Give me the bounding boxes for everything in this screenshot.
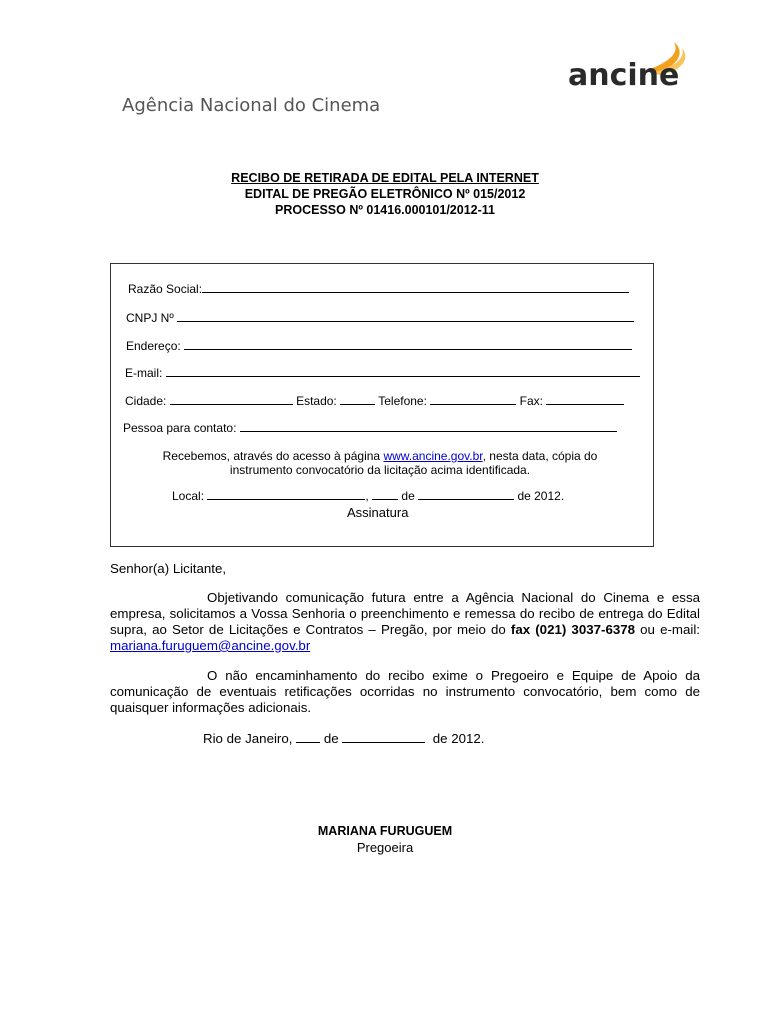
document-title: RECIBO DE RETIRADA DE EDITAL PELA INTERNET <box>231 171 539 185</box>
day-blank[interactable] <box>372 489 398 500</box>
signer-role: Pregoeira <box>356 840 414 855</box>
logo-wordmark: ancine <box>568 58 680 93</box>
letter-month-blank[interactable] <box>342 732 425 743</box>
razao-social-field[interactable] <box>128 282 629 296</box>
cnpj-blank[interactable] <box>177 311 634 322</box>
signature-label: Assinatura <box>347 505 409 520</box>
salutation: Senhor(a) Licitante, <box>110 561 227 576</box>
local-date-row <box>172 489 564 503</box>
cnpj-field[interactable] <box>126 311 634 325</box>
local-label: Local: <box>172 489 205 503</box>
endereco-blank[interactable] <box>184 339 632 350</box>
email-field[interactable] <box>125 366 640 380</box>
month-blank[interactable] <box>418 489 514 500</box>
receipt-text-post: , nesta data, cópia do <box>482 449 598 463</box>
process-number: PROCESSO Nº 01416.000101/2012-11 <box>275 203 495 217</box>
pessoa-contato-field[interactable] <box>123 421 617 435</box>
receipt-statement <box>140 449 620 477</box>
ancine-logo <box>560 40 695 100</box>
local-blank[interactable] <box>207 489 365 500</box>
local-comma: , <box>365 489 369 503</box>
paragraph-2: O não encaminhamento do recibo exime o Pregoeiro e Equipe de Apoio da comunicação de eventuais retificações ocorridas no instrumento convocatório, bem como de quaisquer informações adicionais. <box>110 668 700 715</box>
letter-day-blank[interactable] <box>296 732 320 743</box>
fax-label: Fax: <box>519 394 543 408</box>
email-label: E-mail: <box>125 366 163 380</box>
razao-social-blank[interactable] <box>202 282 629 293</box>
local-de-1: de <box>401 489 415 503</box>
email-prefix: ou e-mail: <box>635 622 700 637</box>
date-de-1: de <box>323 731 339 746</box>
pessoa-contato-blank[interactable] <box>240 421 617 432</box>
telefone-blank[interactable] <box>430 394 516 405</box>
email-blank[interactable] <box>166 366 640 377</box>
endereco-label: Endereço: <box>126 339 181 353</box>
fax-number: fax (021) 3037-6378 <box>510 622 636 637</box>
endereco-field[interactable] <box>126 339 632 353</box>
estado-label: Estado: <box>296 394 337 408</box>
cnpj-label: CNPJ Nº <box>126 311 174 325</box>
razao-social-label: Razão Social: <box>128 282 203 296</box>
date-de-2: de 2012. <box>432 731 485 746</box>
telefone-label: Telefone: <box>378 394 427 408</box>
place-label: Rio de Janeiro, <box>203 731 293 746</box>
cidade-label: Cidade: <box>125 394 167 408</box>
receipt-text-line2: instrumento convocatório da licitação acima identificada. <box>229 463 531 477</box>
ancine-site-link[interactable]: www.ancine.gov.br <box>383 449 483 463</box>
cidade-row <box>125 394 624 408</box>
pessoa-contato-label: Pessoa para contato: <box>123 421 237 435</box>
local-de-2: de 2012. <box>517 489 565 503</box>
estado-blank[interactable] <box>340 394 375 405</box>
fax-blank[interactable] <box>546 394 624 405</box>
paragraph-1 <box>110 590 700 654</box>
receipt-text-pre: Recebemos, através do acesso à página <box>162 449 384 463</box>
signer-name: MARIANA FURUGUEM <box>317 824 453 838</box>
cidade-blank[interactable] <box>170 394 293 405</box>
place-date-line <box>203 731 485 747</box>
agency-name: Agência Nacional do Cinema <box>122 95 381 116</box>
edital-number: EDITAL DE PREGÃO ELETRÔNICO Nº 015/2012 <box>244 187 526 201</box>
paragraph-1-text: Objetivando comunicação futura entre a Agência Nacional do Cinema e essa empresa, solicitamos a Vossa Senhoria o preenchimento e remessa do recibo de entrega do Edital supra, ao Setor de Licitações e Contratos – Pregão, por meio do <box>110 590 700 637</box>
email-link[interactable]: mariana.furuguem@ancine.gov.br <box>110 638 311 653</box>
